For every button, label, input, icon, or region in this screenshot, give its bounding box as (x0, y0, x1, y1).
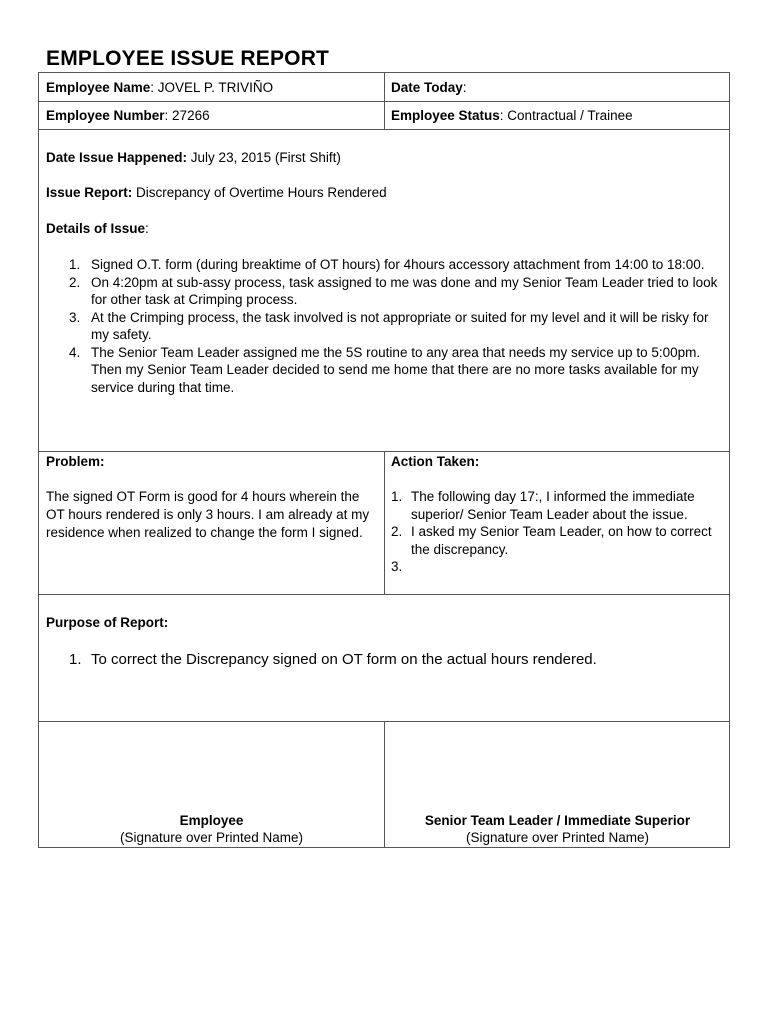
list-item: 1. The following day 17:, I informed the immediate superior/ Senior Team Leader about the issue. (391, 489, 695, 522)
employee-number-field (46, 108, 210, 123)
column-divider (384, 451, 385, 594)
action-taken-label: Action Taken: (391, 454, 480, 469)
date-issue-field (46, 150, 341, 165)
list-item: 1. To correct the Discrepancy signed on OT form on the actual hours rendered. (69, 651, 597, 668)
report-title: EMPLOYEE ISSUE REPORT (46, 47, 330, 70)
action-taken-list: 1. The following day 17:, I informed the immediate superior/ Senior Team Leader about the issue. 2. I asked my Senior Team Leader, on how to correct the discrepancy. 3. (391, 488, 721, 558)
date-issue-label: Date Issue Happened: (46, 150, 188, 165)
details-colon: : (145, 221, 149, 236)
date-today-field (391, 80, 467, 95)
employee-signature-block (39, 812, 384, 846)
employee-name-label: Employee Name (46, 80, 151, 95)
details-list (46, 256, 726, 396)
employee-signature-title: Employee (179, 813, 244, 828)
date-today-value: : (462, 80, 467, 95)
list-item: 2. On 4:20pm at sub-assy process, task assigned to me was done and my Senior Team Leader tried to look for other task at Crimping process. (69, 274, 718, 307)
employee-status-label: Employee Status (391, 108, 500, 123)
issue-report-field (46, 185, 387, 200)
list-item: 3. At the Crimping process, the task involved is not appropriate or suited for my level and it will be risky for my safety. (69, 309, 709, 342)
purpose-label: Purpose of Report: (46, 615, 169, 630)
employee-signature-caption: (Signature over Printed Name) (119, 830, 304, 845)
problem-text: The signed OT Form is good for 4 hours wherein the OT hours rendered is only 3 hours. I am already at my residence when realized to change the form I signed. (46, 489, 370, 540)
employee-name-value: : JOVEL P. TRIVIÑO (150, 80, 274, 95)
leader-signature-title: Senior Team Leader / Immediate Superior (424, 813, 691, 828)
issue-report-value: Discrepancy of Overtime Hours Rendered (132, 185, 387, 200)
leader-signature-caption: (Signature over Printed Name) (465, 830, 650, 845)
employee-number-label: Employee Number (46, 108, 165, 123)
leader-signature-block (385, 812, 730, 846)
row-divider (39, 594, 729, 595)
column-divider (384, 73, 385, 129)
employee-status-value: : Contractual / Trainee (499, 108, 633, 123)
date-today-label: Date Today (391, 80, 463, 95)
row-divider (39, 129, 729, 130)
details-label: Details of Issue (46, 221, 146, 236)
issue-report-label: Issue Report: (46, 185, 133, 200)
purpose-list (46, 650, 726, 669)
employee-number-value: : 27266 (164, 108, 210, 123)
employee-status-field (391, 108, 633, 123)
list-item: 1. Signed O.T. form (during breaktime of OT hours) for 4hours accessory attachment from 14:00 to 18:00. (69, 257, 705, 272)
list-item: 2. I asked my Senior Team Leader, on how to correct the discrepancy. (391, 524, 712, 557)
problem-label: Problem: (46, 454, 105, 469)
employee-name-field (46, 80, 273, 95)
details-heading (46, 221, 149, 236)
report-form (38, 72, 730, 848)
date-issue-value: July 23, 2015 (First Shift) (187, 150, 341, 165)
list-item: 4. The Senior Team Leader assigned me the 5S routine to any area that needs my service up to 5:00pm. Then my Senior Team Leader decided to send me home that there are no more tasks available for my service during that time. (69, 344, 701, 395)
